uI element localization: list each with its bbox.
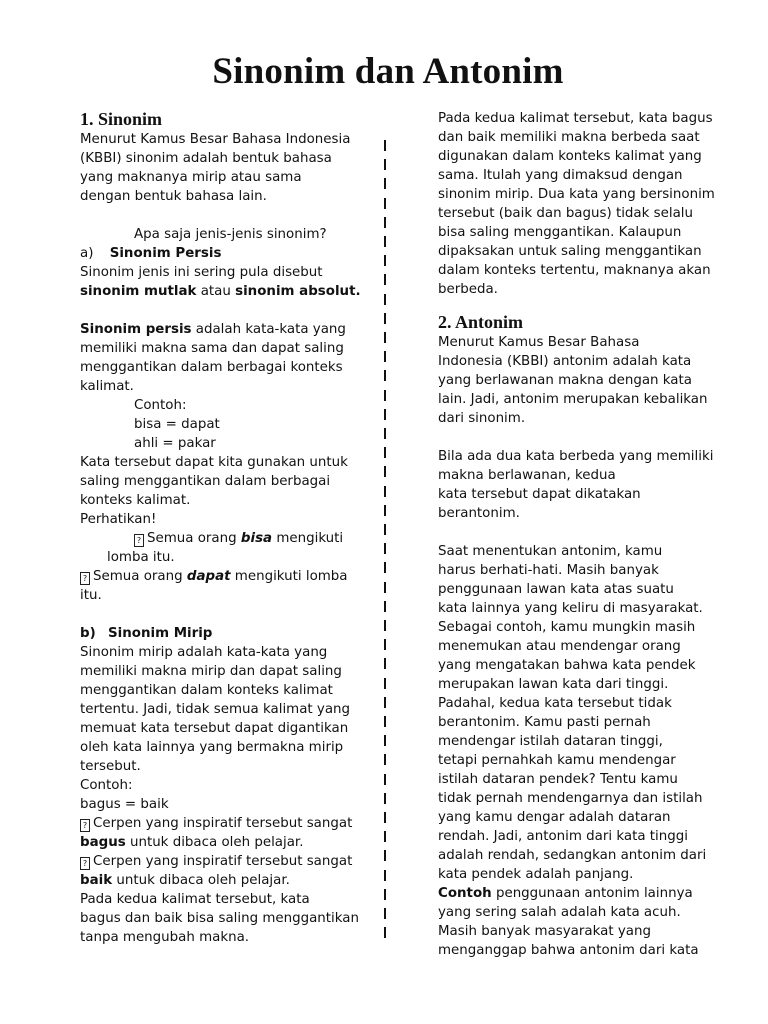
divider-dash [384, 313, 386, 324]
text-span: Cerpen yang inspiratif tersebut sangat [93, 816, 353, 831]
divider-dash [384, 812, 386, 823]
divider-dash [384, 716, 386, 727]
text-span: untuk dibaca oleh pelajar. [125, 835, 304, 850]
text-line [80, 871, 372, 890]
text-span: penggunaan antonim lainnya [491, 886, 693, 901]
text-line: yang mengatakan bahwa kata pendek [438, 658, 696, 673]
example-sentence [80, 529, 372, 548]
bullet-glyph-icon: ? [80, 857, 90, 870]
divider-dash [384, 524, 386, 535]
paragraph-3 [438, 447, 734, 523]
text-line: rendah. Jadi, antonim dari kata tinggi [438, 829, 688, 844]
text-line: sinonim mirip. Dua kata yang bersinonim [438, 187, 715, 202]
text-line: Sinonim mirip adalah kata-kata yang [80, 645, 328, 660]
divider-dash [384, 466, 386, 477]
text-line: Menurut Kamus Besar Bahasa [438, 335, 640, 350]
bold-term: Contoh [438, 886, 492, 901]
text-line: menggantikan dalam konteks kalimat [80, 683, 333, 698]
divider-dash [384, 486, 386, 497]
bullet-glyph-icon: ? [80, 572, 90, 585]
text-line: digunakan dalam konteks kalimat yang [438, 149, 702, 164]
text-line: konteks kalimat. [80, 493, 191, 508]
example-sentence [80, 852, 372, 871]
text-line: saling menggantikan dalam berbagai [80, 474, 331, 489]
highlight-word: baik [80, 873, 113, 888]
right-column [438, 109, 734, 960]
text-line: yang sering salah adalah kata acuh. [438, 905, 681, 920]
text-line: bisa saling menggantikan. Kalaupun [438, 225, 682, 240]
divider-dash [384, 774, 386, 785]
divider-dash [384, 850, 386, 861]
text-line: kalimat. [80, 379, 134, 394]
sub-b-title: Sinonim Mirip [107, 626, 213, 641]
divider-dash [384, 198, 386, 209]
divider-dash [384, 140, 386, 151]
text-line: adalah rendah, sedangkan antonim dari [438, 848, 707, 863]
text-line: kata lainnya yang keliru di masyarakat. [438, 601, 703, 616]
highlight-word: dapat [186, 569, 231, 584]
spacer [438, 523, 734, 542]
divider-dash [384, 428, 386, 439]
text-line: menggantikan dalam berbagai konteks [80, 360, 343, 375]
left-column [80, 108, 372, 947]
subheading-a [80, 244, 372, 263]
text-line: makna berlawanan, kedua [438, 468, 616, 483]
text-line: harus berhati-hati. Masih banyak [438, 563, 659, 578]
example-pair: bisa = dapat [134, 417, 220, 432]
text-line: Perhatikan! [80, 512, 157, 527]
divider-dash [384, 447, 386, 458]
spacer [80, 605, 372, 624]
heading-sinonim: 1. Sinonim [80, 109, 163, 129]
text-line: Sinonim jenis ini sering pula disebut [80, 265, 323, 280]
bullet-glyph-icon: ? [80, 819, 90, 832]
text-span: mengikuti [272, 531, 344, 546]
divider-dash [384, 582, 386, 593]
divider-dash [384, 697, 386, 708]
question-line: Apa saja jenis-jenis sinonim? [134, 227, 327, 242]
paragraph-4 [438, 542, 734, 884]
text-line: tersebut. [80, 759, 141, 774]
contoh-label: Contoh: [134, 398, 187, 413]
text-line: Saat menentukan antonim, kamu [438, 544, 663, 559]
bullet-glyph-icon: ? [134, 534, 144, 547]
highlight-word: bagus [80, 835, 126, 850]
text-line: berbeda. [438, 282, 498, 297]
spacer [80, 206, 372, 225]
text-line: tidak pernah mendengarnya dan istilah [438, 791, 703, 806]
text-line: memiliki makna sama dan dapat saling [80, 341, 344, 356]
divider-dash [384, 601, 386, 612]
divider-dash [384, 870, 386, 881]
sub-b-label: b) [80, 626, 96, 641]
text-line: istilah dataran pendek? Tentu kamu [438, 772, 678, 787]
divider-dash [384, 678, 386, 689]
page-title: Sinonim dan Antonim [212, 51, 564, 92]
divider-dash [384, 255, 386, 266]
divider-dash [384, 370, 386, 381]
text-line: tersebut (baik dan bagus) tidak selalu [438, 206, 693, 221]
divider-dash [384, 294, 386, 305]
divider-dash [384, 409, 386, 420]
text-line: dari sinonim. [438, 411, 526, 426]
divider-dash [384, 889, 386, 900]
text-span: untuk dibaca oleh pelajar. [112, 873, 290, 888]
divider-dash [384, 562, 386, 573]
text-line: memuat kata tersebut dapat digantikan [80, 721, 349, 736]
text-line: lain. Jadi, antonim merupakan kebalikan [438, 392, 708, 407]
text-line: yang berlawanan makna dengan kata [438, 373, 692, 388]
bold-term: sinonim absolut. [235, 284, 361, 299]
text-span: mengikuti lomba [230, 569, 348, 584]
heading-antonim: 2. Antonim [438, 312, 524, 332]
text-line: kata tersebut dapat dikatakan [438, 487, 641, 502]
spacer [438, 299, 734, 311]
text-line: Masih banyak masyarakat yang [438, 924, 651, 939]
divider-dash [384, 831, 386, 842]
example-pair: bagus = baik [80, 797, 169, 812]
divider-dash [384, 351, 386, 362]
text-span: Semua orang [147, 531, 241, 546]
divider-dash [384, 332, 386, 343]
divider-dash [384, 159, 386, 170]
text-line [80, 282, 372, 301]
divider-dash [384, 505, 386, 516]
text-line: mendengar istilah dataran tinggi, [438, 734, 663, 749]
divider-dash [384, 620, 386, 631]
text-line: sama. Itulah yang dimaksud dengan [438, 168, 683, 183]
text-line: penggunaan lawan kata atas suatu [438, 582, 674, 597]
spacer [80, 301, 372, 320]
example-sentence [80, 567, 372, 586]
text-line: yang kamu dengar adalah dataran [438, 810, 671, 825]
example-pair: ahli = pakar [134, 436, 216, 451]
example-sentence [80, 814, 372, 833]
bold-term: Sinonim persis [80, 322, 192, 337]
spacer [438, 428, 734, 447]
bold-term: sinonim mutlak [80, 284, 197, 299]
divider-dash [384, 217, 386, 228]
text-line: lomba itu. [107, 550, 175, 565]
text-line: Indonesia (KBBI) antonim adalah kata [438, 354, 692, 369]
text-line: bagus dan baik bisa saling menggantikan [80, 911, 359, 926]
text-line: Menurut Kamus Besar Bahasa Indonesia [80, 132, 351, 147]
text-line: berantonim. Kamu pasti pernah [438, 715, 651, 730]
paragraph-2 [438, 333, 734, 428]
sub-a-title: Sinonim Persis [109, 246, 222, 261]
divider-dash [384, 639, 386, 650]
text-span: Semua orang [93, 569, 187, 584]
text-span: Cerpen yang inspiratif tersebut sangat [93, 854, 353, 869]
text-span: atau [196, 284, 236, 299]
text-line [438, 884, 734, 903]
text-line: dan baik memiliki makna berbeda saat [438, 130, 700, 145]
divider-dash [384, 543, 386, 554]
text-line: kata pendek adalah panjang. [438, 867, 634, 882]
highlight-word: bisa [240, 531, 273, 546]
divider-dash [384, 658, 386, 669]
text-line: menganggap bahwa antonim dari kata [438, 943, 699, 958]
text-line: Pada kedua kalimat tersebut, kata [80, 892, 310, 907]
text-line: Bila ada dua kata berbeda yang memiliki [438, 449, 714, 464]
text-line: dipaksakan untuk saling menggantikan [438, 244, 702, 259]
column-divider [381, 140, 389, 940]
paragraph-5 [438, 903, 734, 960]
text-line: (KBBI) sinonim adalah bentuk bahasa [80, 151, 332, 166]
text-line: tetapi pernahkah kamu mendengar [438, 753, 676, 768]
divider-dash [384, 754, 386, 765]
text-span: adalah kata-kata yang [191, 322, 346, 337]
divider-dash [384, 178, 386, 189]
divider-dash [384, 735, 386, 746]
text-line: tertentu. Jadi, tidak semua kalimat yang [80, 702, 351, 717]
text-line: Sebagai contoh, kamu mungkin masih [438, 620, 696, 635]
text-line: menemukan atau mendengar orang [438, 639, 681, 654]
divider-dash [384, 927, 386, 938]
divider-dash [384, 236, 386, 247]
text-line: itu. [80, 588, 102, 603]
text-line: memiliki makna mirip dan dapat saling [80, 664, 342, 679]
text-line: Padahal, kedua kata tersebut tidak [438, 696, 672, 711]
sub-a-label: a) [80, 246, 94, 261]
contoh-label: Contoh: [80, 778, 133, 793]
paragraph-1 [438, 109, 734, 299]
text-line [80, 833, 372, 852]
text-line: dengan bentuk bahasa lain. [80, 189, 267, 204]
text-line [80, 320, 372, 339]
text-line: yang maknanya mirip atau sama [80, 170, 302, 185]
text-line: Kata tersebut dapat kita gunakan untuk [80, 455, 348, 470]
text-line: dalam konteks tertentu, maknanya akan [438, 263, 711, 278]
text-line: merupakan lawan kata dari tinggi. [438, 677, 669, 692]
divider-dash [384, 908, 386, 919]
subheading-b [80, 624, 372, 643]
text-line: tanpa mengubah makna. [80, 930, 250, 945]
divider-dash [384, 274, 386, 285]
text-line: berantonim. [438, 506, 520, 521]
text-line: oleh kata lainnya yang bermakna mirip [80, 740, 344, 755]
divider-dash [384, 793, 386, 804]
divider-dash [384, 390, 386, 401]
text-line: Pada kedua kalimat tersebut, kata bagus [438, 111, 713, 126]
